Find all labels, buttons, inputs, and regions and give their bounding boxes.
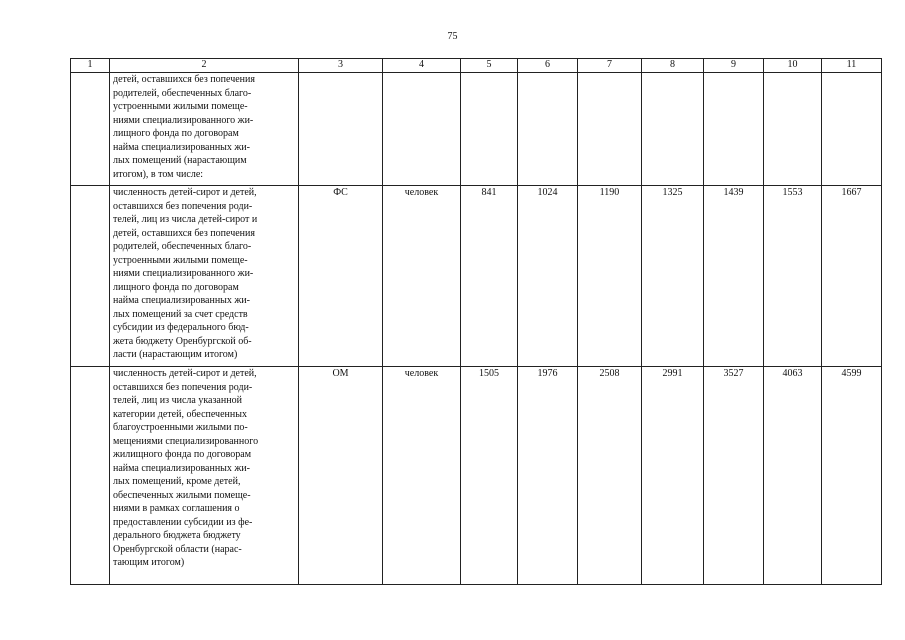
unit-cell — [383, 73, 461, 186]
value-cell: 1553 — [764, 186, 822, 367]
value-cell: 1667 — [822, 186, 882, 367]
source-cell — [299, 73, 383, 186]
row-number-cell — [71, 73, 110, 186]
header-cell: 5 — [461, 59, 518, 73]
source-cell: ФС — [299, 186, 383, 367]
table-header-row — [71, 59, 882, 73]
value-cell — [764, 73, 822, 186]
header-cell: 11 — [822, 59, 882, 73]
value-cell: 2991 — [642, 367, 704, 585]
value-cell: 841 — [461, 186, 518, 367]
header-cell: 9 — [704, 59, 764, 73]
indicator-table — [70, 58, 882, 585]
header-cell: 7 — [578, 59, 642, 73]
value-cell: 1505 — [461, 367, 518, 585]
value-cell: 4599 — [822, 367, 882, 585]
value-cell — [518, 73, 578, 186]
header-cell: 2 — [110, 59, 299, 73]
value-cell: 1024 — [518, 186, 578, 367]
value-cell: 1976 — [518, 367, 578, 585]
header-cell: 6 — [518, 59, 578, 73]
header-cell: 8 — [642, 59, 704, 73]
table-row — [71, 186, 882, 367]
value-cell: 1325 — [642, 186, 704, 367]
row-number-cell — [71, 367, 110, 585]
header-cell: 10 — [764, 59, 822, 73]
table-row — [71, 367, 882, 585]
header-cell: 4 — [383, 59, 461, 73]
header-cell: 1 — [71, 59, 110, 73]
value-cell — [822, 73, 882, 186]
unit-cell: человек — [383, 186, 461, 367]
value-cell — [704, 73, 764, 186]
description-cell: численность детей-сирот и детей, оставшихся без попечения роди- телей, лиц из числа указанной категории детей, обеспеченных благоустроенными жилыми по- мещениями специализированного жилищного фонда по договорам найма специализированных жи- лых помещений, кроме детей, обеспеченных жилыми помеще- ниями в рамках соглашения о предоставлении субсидии из фе- дерального бюджета бюджету Оренбургской области (нараc- тающим итогом) — [110, 367, 299, 585]
source-cell: ОМ — [299, 367, 383, 585]
value-cell: 4063 — [764, 367, 822, 585]
table-row — [71, 73, 882, 186]
description-cell: детей, оставшихся без попечения родителей, обеспеченных благо- устроенными жилыми помеще- ниями специализированного жи- лищного фонда по договорам найма специализированных жи- лых помещений (нарастающим итогом), в том числе: — [110, 73, 299, 186]
value-cell: 1439 — [704, 186, 764, 367]
description-cell: численность детей-сирот и детей, оставшихся без попечения роди- телей, лиц из числа детей-сирот и детей, оставшихся без попечения родителей, обеспеченных благо- устроенными жилыми помеще- ниями специализированного жи- лищного фонда по договорам найма специализированных жи- лых помещений за счет средств субсидии из федерального бюд- жета бюджету Оренбургской об- ласти (нарастающим итогом) — [110, 186, 299, 367]
value-cell: 2508 — [578, 367, 642, 585]
value-cell — [578, 73, 642, 186]
value-cell — [461, 73, 518, 186]
unit-cell: человек — [383, 367, 461, 585]
value-cell: 3527 — [704, 367, 764, 585]
value-cell: 1190 — [578, 186, 642, 367]
row-number-cell — [71, 186, 110, 367]
value-cell — [642, 73, 704, 186]
page-number: 75 — [447, 31, 458, 42]
header-cell: 3 — [299, 59, 383, 73]
